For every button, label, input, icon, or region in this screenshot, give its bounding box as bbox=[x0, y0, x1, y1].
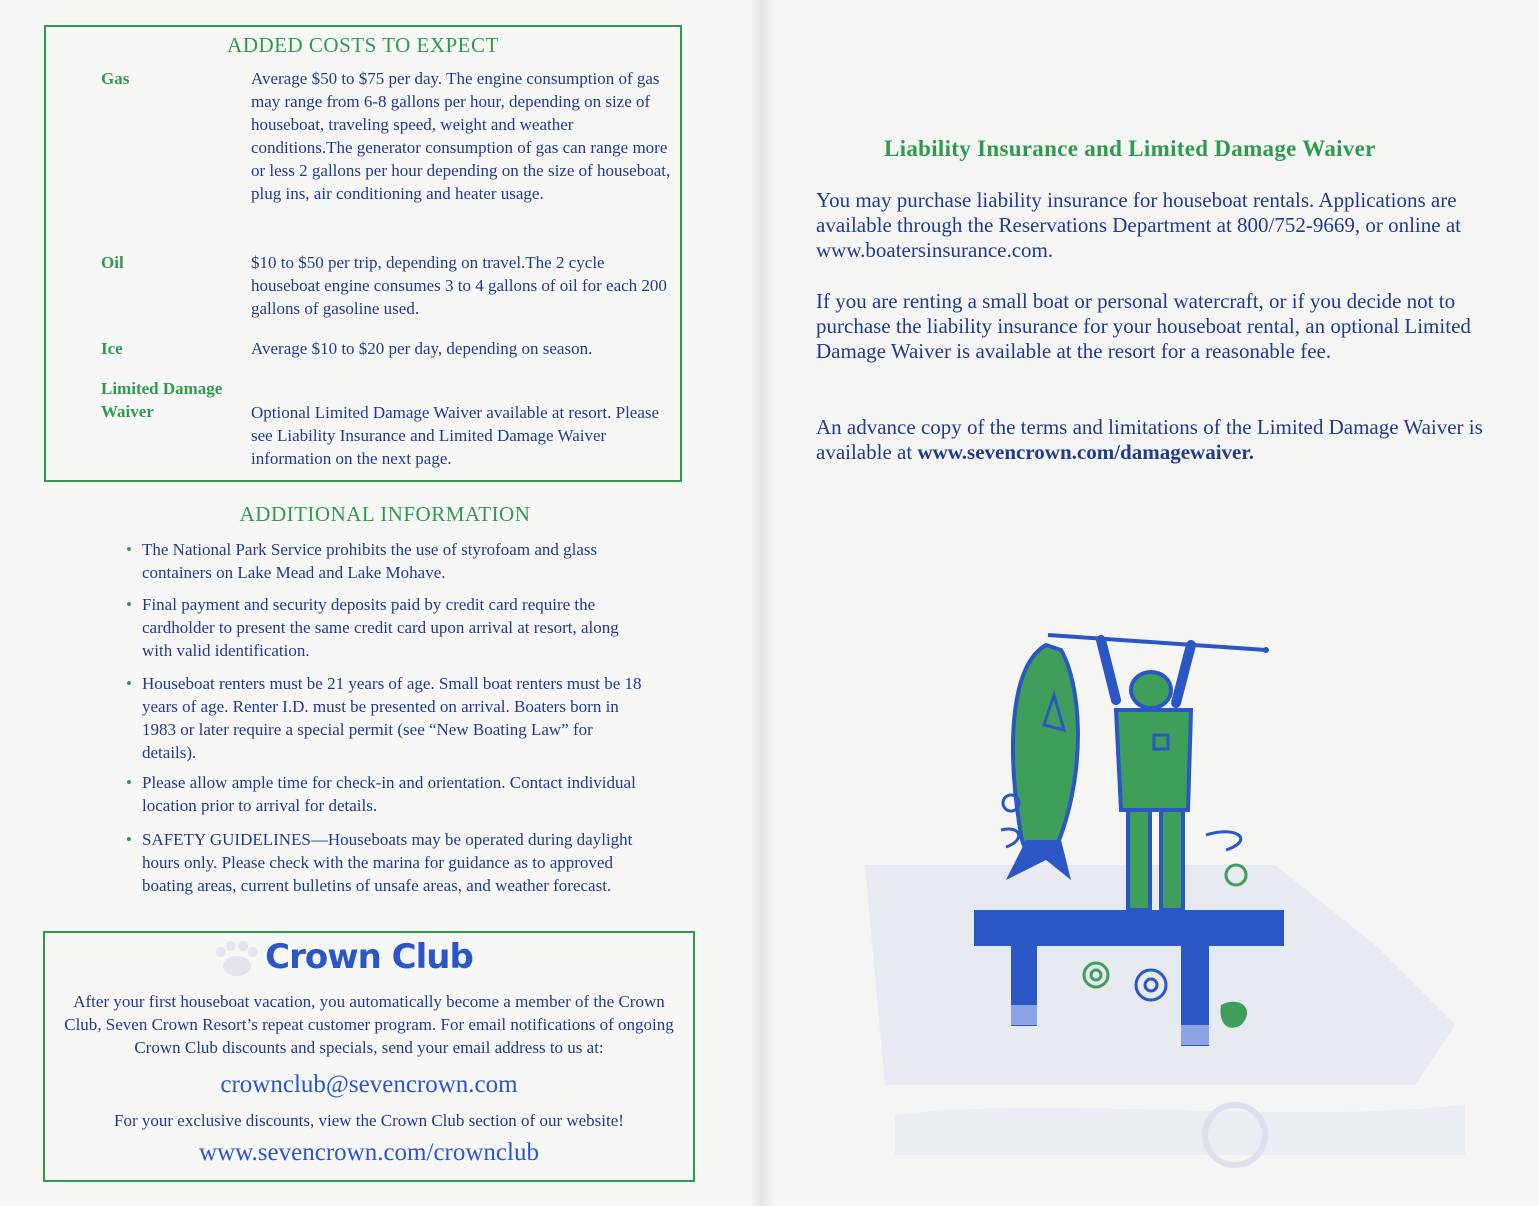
list-item: • The National Park Service prohibits the use of styrofoam and glass containers on Lake Mead and Lake Mohave. bbox=[126, 540, 598, 582]
bullet-icon: • bbox=[126, 595, 132, 614]
crown-club-title: Crown Club bbox=[265, 937, 473, 977]
added-costs-box bbox=[44, 25, 682, 482]
bullet-icon: • bbox=[126, 540, 132, 559]
liability-paragraph-2: If you are renting a small boat or personal watercraft, or if you decide not to purchase the liability insurance for your houseboat rental, an optional Limited Damage Waiver is available at the resort for a reasonable fee. bbox=[816, 289, 1471, 363]
cost-desc-oil: $10 to $50 per trip, depending on travel.The 2 cycle houseboat engine consumes 3 to 4 gallons of oil for each 200 gallons of gasoline used. bbox=[251, 253, 667, 318]
additional-info-title: ADDITIONAL INFORMATION bbox=[239, 502, 531, 526]
crown-club-footer: For your exclusive discounts, view the Crown Club section of our website! bbox=[114, 1111, 624, 1130]
damage-waiver-link[interactable]: www.sevencrown.com/damagewaiver. bbox=[917, 440, 1254, 464]
crown-club-email-link[interactable]: crownclub@sevencrown.com bbox=[220, 1071, 518, 1098]
bullet-icon: • bbox=[126, 773, 132, 792]
cost-desc-ice: Average $10 to $20 per day, depending on season. bbox=[251, 339, 593, 358]
crown-club-body: After your first houseboat vacation, you automatically become a member of the Crown Club, Seven Crown Resort’s repeat customer program. For email notifications of ongoing Crown Club discounts and specials, send your email address to us at: bbox=[64, 992, 674, 1057]
cost-desc-gas: Average $50 to $75 per day. The engine consumption of gas may range from 6-8 gallons per hour, depending on size of houseboat, traveling speed, weight and weather conditions.The generator consumption of gas can range more or less 2 gallons per hour depending on the size of houseboat, plug ins, air conditioning and heater usage. bbox=[251, 69, 671, 203]
cost-label-ice: Ice bbox=[101, 339, 123, 358]
crown-club-box bbox=[43, 931, 695, 1182]
cost-desc-damage-waiver: Optional Limited Damage Waiver available at resort. Please see Liability Insurance and Limited Damage Waiver information on the next page. bbox=[251, 403, 660, 468]
list-item: • Please allow ample time for check-in and orientation. Contact individual location prior to arrival for details. bbox=[126, 773, 636, 815]
list-item: • Final payment and security deposits paid by credit card require the cardholder to present the same credit card upon arrival at resort, along with valid identification. bbox=[126, 595, 619, 660]
page-gutter bbox=[752, 0, 774, 1206]
cost-label-oil: Oil bbox=[101, 253, 124, 272]
bullet-icon: • bbox=[126, 830, 132, 849]
crown-club-website-link[interactable]: www.sevencrown.com/crownclub bbox=[199, 1139, 539, 1166]
bullet-icon: • bbox=[126, 674, 132, 693]
liability-paragraph-3: An advance copy of the terms and limitations of the Limited Damage Waiver is available at www.sevencrown.com/damagewaiver. bbox=[816, 415, 1483, 464]
cost-label-damage-waiver: Limited Damage Waiver bbox=[101, 379, 223, 421]
liability-paragraph-1: You may purchase liability insurance for houseboat rentals. Applications are available through the Reservations Department at 800/752-9669, or online at www.boatersinsurance.com. bbox=[816, 188, 1461, 262]
fisherman-on-dock-illustration bbox=[966, 625, 1296, 1055]
liability-title: Liability Insurance and Limited Damage Waiver bbox=[884, 136, 1376, 161]
cost-label-gas: Gas bbox=[101, 69, 130, 88]
list-item: • Houseboat renters must be 21 years of age. Small boat renters must be 18 years of age. Renter I.D. must be presented on arrival. Boaters born in 1983 or later require a special permit (see “New Boating Law” for details). bbox=[126, 674, 642, 762]
list-item: • SAFETY GUIDELINES—Houseboats may be operated during daylight hours only. Please check with the marina for guidance as to approved boating areas, current bulletins of unsafe areas, and weather forecast. bbox=[126, 830, 633, 895]
added-costs-title: ADDED COSTS TO EXPECT bbox=[227, 33, 499, 57]
